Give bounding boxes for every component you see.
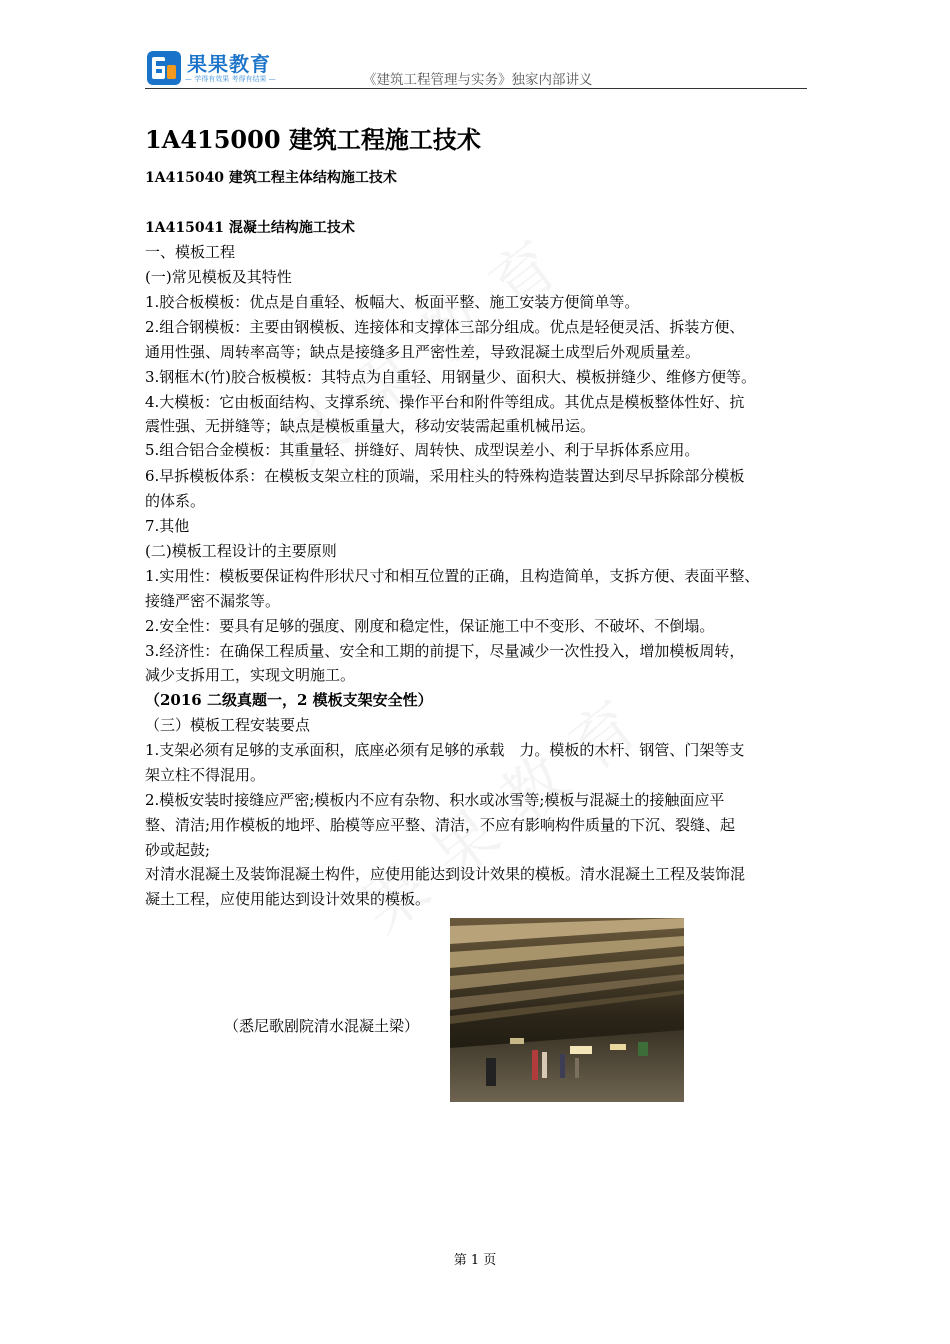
text-line: 整、清洁;用作模板的地坪、胎模等应平整、清洁，不应有影响构件质量的下沉、裂缝、起 (145, 816, 736, 834)
text-line: 通用性强、周转率高等；缺点是接缝多且严密性差，导致混凝土成型后外观质量差。 (145, 343, 701, 361)
text-line: 4.大模板：它由板面结构、支撑系统、操作平台和附件等组成。其优点是模板整体性好、抗 (145, 393, 745, 411)
text-line: 1.胶合板模板：优点是自重轻、板幅大、板面平整、施工安装方便简单等。 (145, 293, 640, 311)
logo-slogan: — 学得有效果 考得有结果 — (185, 75, 276, 83)
heading-common-forms: (一)常见模板及其特性 (145, 268, 292, 286)
concrete-beam-photo (450, 918, 684, 1102)
logo-icon (147, 51, 181, 85)
subsection-title: 1A415041 混凝土结构施工技术 (145, 220, 355, 236)
text-line: 2.模板安装时接缝应严密;模板内不应有杂物、积水或冰雪等;模板与混凝土的接触面应平 (145, 791, 725, 809)
page-header (145, 48, 807, 89)
section-title: 1A415040 建筑工程主体结构施工技术 (145, 170, 397, 186)
text-line: 对清水混凝土及装饰混凝土构件，应使用能达到设计效果的模板。清水混凝土工程及装饰混 (145, 865, 746, 883)
text-line: 减少支拆用工，实现文明施工。 (145, 666, 356, 684)
heading-install-points: （三）模板工程安装要点 (145, 716, 311, 734)
text-line: 2.组合钢模板：主要由钢模板、连接体和支撑体三部分组成。优点是轻便灵活、拆装方便、 (145, 318, 745, 336)
photo-caption: （悉尼歌剧院清水混凝土梁） (224, 1017, 420, 1035)
brand-logo (147, 48, 297, 86)
text-line: 架立柱不得混用。 (145, 766, 266, 784)
text-line: 2.安全性：要具有足够的强度、刚度和稳定性，保证施工中不变形、不破坏、不倒塌。 (145, 617, 715, 635)
page-number: 第 1 页 (453, 1253, 497, 1268)
text-line: 震性强、无拼缝等；缺点是模板重量大，移动安装需起重机械吊运。 (145, 417, 596, 435)
text-line: 接缝严密不漏浆等。 (145, 592, 281, 610)
text-line: 1.支架必须有足够的支承面积，底座必须有足够的承载 力。模板的木杆、钢管、门架等支 (145, 741, 745, 759)
heading-formwork: 一、模板工程 (145, 243, 236, 261)
exam-note: （2016 二级真题一，2 模板支架安全性） (145, 691, 433, 709)
text-line: 3.钢框木(竹)胶合板模板：其特点为自重轻、用钢量少、面积大、模板拼缝少、维修方便等。 (145, 368, 757, 386)
text-line: 砂或起鼓; (145, 841, 211, 859)
text-line: 1.实用性：模板要保证构件形状尺寸和相互位置的正确，且构造简单，支拆方便、表面平整、 (145, 567, 760, 585)
text-line: 3.经济性：在确保工程质量、安全和工期的前提下，尽量减少一次性投入，增加模板周转， (145, 642, 745, 660)
document-title: 《建筑工程管理与实务》独家内部讲义 (363, 72, 593, 88)
text-line: 的体系。 (145, 492, 206, 510)
text-line: 5.组合铝合金模板：其重量轻、拼缝好、周转快、成型误差小、利于早拆体系应用。 (145, 441, 700, 459)
logo-name: 果果教育 (187, 52, 271, 76)
text-line: 7.其他 (145, 517, 190, 535)
heading-design-principles: (二)模板工程设计的主要原则 (145, 542, 337, 560)
chapter-title: 1A415000 建筑工程施工技术 (145, 125, 481, 154)
text-line: 6.早拆模板体系：在模板支架立柱的顶端，采用柱头的特殊构造装置达到尽早拆除部分模板 (145, 467, 745, 485)
text-line: 凝土工程，应使用能达到设计效果的模板。 (145, 890, 431, 908)
